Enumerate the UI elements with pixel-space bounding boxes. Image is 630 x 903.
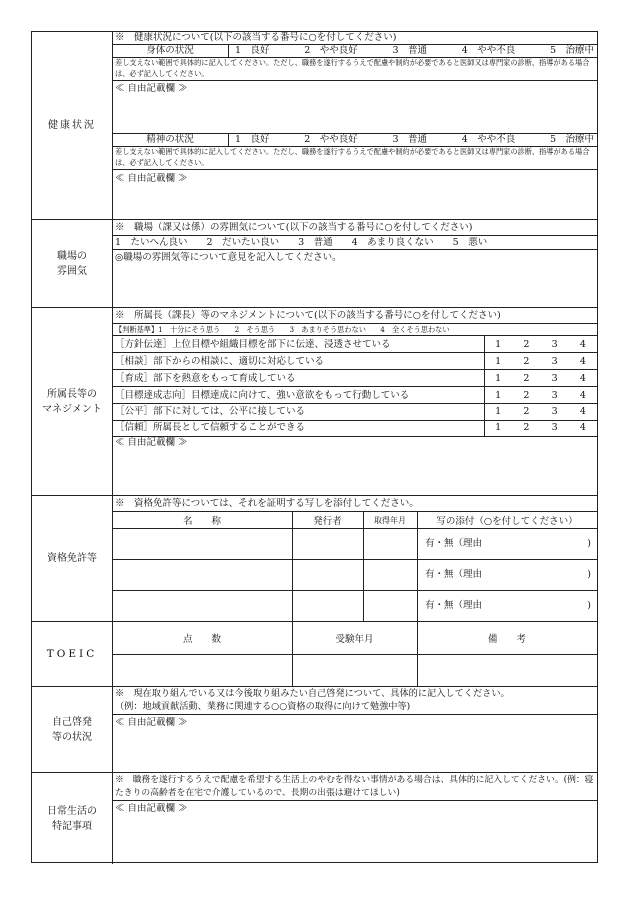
license-col-issuer: 発行者 <box>313 516 342 527</box>
management-scale-6[interactable] <box>484 420 597 436</box>
survey-form <box>31 31 598 863</box>
mind-option-2[interactable]: 2 やや良好 <box>304 133 358 145</box>
workplace-label: 職場の 雰囲気 <box>32 220 113 307</box>
scale-option[interactable]: 2 <box>523 406 530 417</box>
scale-option[interactable]: 2 <box>523 422 530 433</box>
mind-option-4[interactable]: 4 やや不良 <box>461 133 516 145</box>
management-scale-4[interactable] <box>484 387 597 404</box>
license-col-date: 取得年月 <box>374 515 406 525</box>
daily-life-section <box>32 772 597 864</box>
management-item-1: ［方針伝達］上位目標や組織目標を部下に伝達、浸透させている <box>112 336 483 353</box>
license-row-3-attach[interactable] <box>425 590 591 622</box>
scale-option[interactable]: 4 <box>579 373 586 384</box>
scale-option[interactable]: 4 <box>579 390 586 401</box>
daily-life-free-label: ≪ 自由記載欄 ≫ <box>115 803 188 814</box>
paren-close: ) <box>587 569 591 580</box>
toeic-col-date: 受験年月 <box>335 634 374 645</box>
scale-option[interactable]: 3 <box>551 390 558 401</box>
mind-option-3[interactable]: 3 普通 <box>392 133 428 145</box>
scale-option[interactable]: 4 <box>579 356 586 367</box>
scale-option[interactable]: 1 <box>495 406 502 417</box>
body-free-entry[interactable] <box>112 83 597 133</box>
workplace-section <box>32 219 597 307</box>
scale-option[interactable]: 3 <box>551 373 558 384</box>
paren-close: ) <box>587 600 591 611</box>
management-item-2: ［相談］部下からの相談に、適切に対応している <box>115 356 325 367</box>
toeic-section <box>32 621 597 686</box>
toeic-col-remarks: 備 考 <box>487 634 526 645</box>
yes-no-choice[interactable]: 有・無（理由 <box>425 600 483 611</box>
self-development-free-entry[interactable] <box>112 717 597 773</box>
license-row-1-attach[interactable] <box>425 528 591 559</box>
yes-no-choice[interactable]: 有・無（理由 <box>425 569 483 580</box>
body-free-label: ≪ 自由記載欄 ≫ <box>115 83 188 94</box>
license-label: 資格免許等 <box>32 496 113 621</box>
management-item-4: ［目標達成志向］目標達成に向けて、強い意欲をもって行動している <box>115 390 410 401</box>
self-development-header: ※ 現在取り組んでいる又は今後取り組みたい自己啓発について、具体的に記入してください。 <box>115 688 510 699</box>
workplace-prompt: ◎職場の雰囲気等について意見を記入してください。 <box>115 252 342 263</box>
body-option-4[interactable]: 4 やや不良 <box>461 45 516 56</box>
scale-option[interactable]: 1 <box>495 422 502 433</box>
scale-option[interactable]: 1 <box>495 373 502 384</box>
management-criteria: 【判断基準】1 十分にそう思う 2 そう思う 3 あまりそう思わない 4 全くそう思わない <box>112 324 597 336</box>
self-development-label: 自己啓発 等の状況 <box>32 687 113 772</box>
management-item-3: ［育成］部下を熱意をもって育成している <box>115 373 296 384</box>
mind-note: 差し支えない範囲で具体的に記入してください。ただし、職務を遂行するうえで配慮や制約が必要であると医師又は専門家の診断、指導がある場合は、必ず記入してください。 <box>112 147 597 170</box>
mind-free-entry[interactable] <box>112 173 597 219</box>
license-col-name: 名 称 <box>182 516 221 527</box>
scale-option[interactable]: 3 <box>551 356 558 367</box>
mind-option-1[interactable]: 1 良好 <box>235 133 270 145</box>
health-label: 健康状況 <box>32 32 113 219</box>
body-condition-scale[interactable] <box>112 45 597 58</box>
scale-option[interactable]: 3 <box>551 422 558 433</box>
scale-option[interactable]: 2 <box>523 390 530 401</box>
self-development-free-label: ≪ 自由記載欄 ≫ <box>115 717 188 728</box>
toeic-col-score: 点 数 <box>182 634 221 645</box>
body-condition-title: 身体の状況 <box>112 45 229 57</box>
scale-option[interactable]: 2 <box>523 373 530 384</box>
self-development-example: （例：地域貢献活動、業務に関連する○○資格の取得に向けて勉強中等) <box>112 701 597 715</box>
body-note: 差し支えない範囲で具体的に記入してください。ただし、職務を遂行するうえで配慮や制約が必要であると医師又は専門家の診断、指導がある場合は、必ず記入してください。 <box>112 58 597 81</box>
mind-option-5[interactable]: 5 治療中 <box>549 133 594 145</box>
scale-option[interactable]: 1 <box>495 390 502 401</box>
license-section <box>32 495 597 621</box>
mind-condition-scale[interactable] <box>112 133 597 147</box>
workplace-opinion-entry[interactable] <box>112 250 597 308</box>
scale-option[interactable]: 3 <box>551 406 558 417</box>
scale-option[interactable]: 2 <box>523 356 530 367</box>
mind-free-label: ≪ 自由記載欄 ≫ <box>115 173 188 184</box>
management-scale-2[interactable] <box>484 353 597 370</box>
paren-close: ) <box>587 538 591 549</box>
management-free-entry[interactable] <box>112 437 597 496</box>
management-header: ※ 所属長（課長）等のマネジメントについて(以下の該当する番号に○を付してください) <box>112 308 597 324</box>
body-option-2[interactable]: 2 やや良好 <box>304 45 358 56</box>
workplace-options[interactable]: 1 たいへん良い 2 だいたい良い 3 普通 4 あまり良くない 5 悪い <box>112 236 597 250</box>
management-label: 所属長等の マネジメント <box>32 308 113 495</box>
management-item-6: ［信頼］所属長として信頼することができる <box>115 422 306 433</box>
scale-option[interactable]: 4 <box>579 339 586 350</box>
body-option-1[interactable]: 1 良好 <box>235 45 270 56</box>
daily-life-header: ※ 職務を遂行するうえで配慮を希望する生活上のやむを得ない事情がある場合は、具体的に記入してください。(例：寝たきりの高齢者を在宅で介護しているので、長期の出張は避けてほしい) <box>112 773 597 801</box>
scale-option[interactable]: 1 <box>495 356 502 367</box>
scale-option[interactable]: 4 <box>579 406 586 417</box>
scale-option[interactable]: 4 <box>579 422 586 433</box>
license-header: ※ 資格免許等については、それを証明する写しを添付してください。 <box>112 496 597 512</box>
body-option-5[interactable]: 5 治療中 <box>549 45 594 56</box>
license-col-attach: 写の添付（○を付してください） <box>436 516 578 527</box>
toeic-label: TOEIC <box>32 622 113 686</box>
body-option-3[interactable]: 3 普通 <box>392 45 428 56</box>
scale-option[interactable]: 1 <box>495 339 502 350</box>
scale-option[interactable]: 3 <box>551 339 558 350</box>
self-development-section <box>32 686 597 772</box>
daily-life-free-entry[interactable] <box>112 803 597 865</box>
daily-life-label: 日常生活の 特記事項 <box>32 773 113 864</box>
management-item-5: ［公平］部下に対しては、公平に接している <box>115 406 306 417</box>
management-scale-3[interactable] <box>484 370 597 387</box>
mind-condition-title: 精神の状況 <box>112 133 229 146</box>
scale-option[interactable]: 2 <box>523 339 530 350</box>
management-free-label: ≪ 自由記載欄 ≫ <box>115 437 188 448</box>
health-header: ※ 健康状況について(以下の該当する番号に○を付してください) <box>112 32 597 45</box>
management-scale-1[interactable] <box>484 336 597 353</box>
health-section <box>32 32 597 219</box>
license-row-2-attach[interactable] <box>425 559 591 590</box>
management-scale-5[interactable] <box>484 404 597 420</box>
yes-no-choice[interactable]: 有・無（理由 <box>425 538 483 549</box>
health-content <box>112 32 597 219</box>
workplace-header: ※ 職場（課又は係）の雰囲気について(以下の該当する番号に○を付してください) <box>112 220 597 236</box>
management-section <box>32 307 597 495</box>
